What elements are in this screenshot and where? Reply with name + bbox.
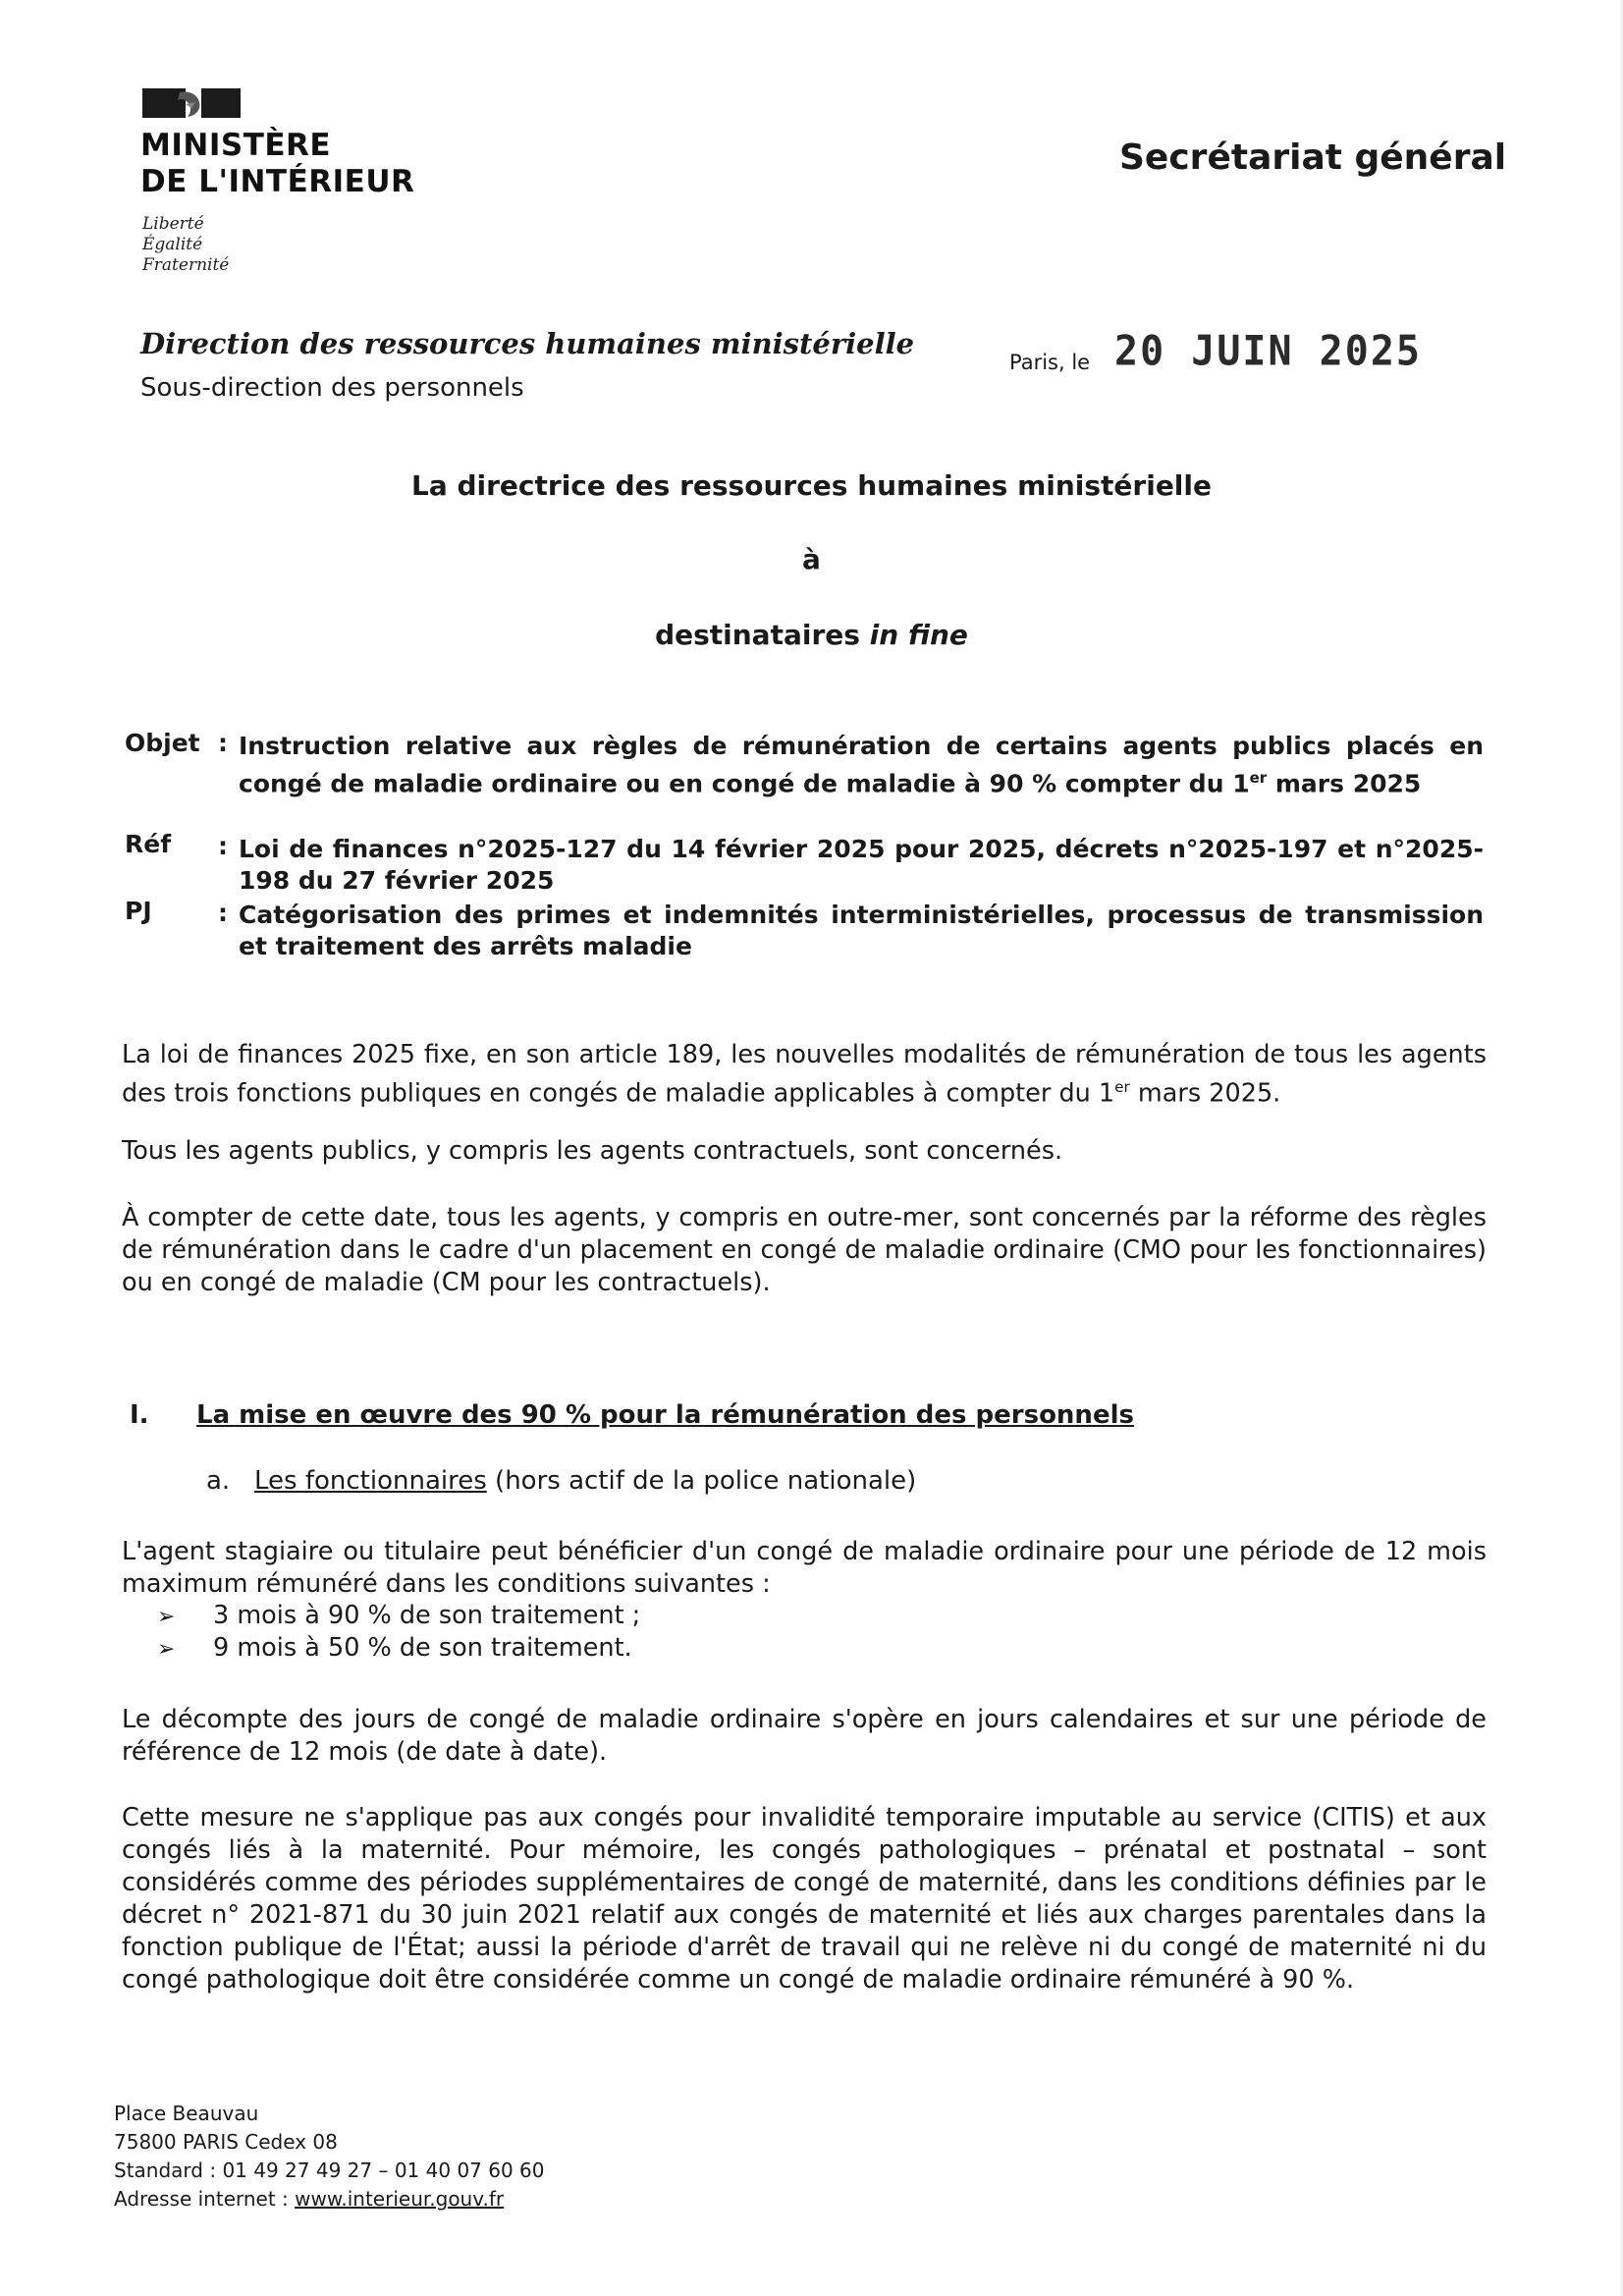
footer-line-2: 75800 PARIS Cedex 08: [114, 2130, 338, 2154]
section-number: I.: [130, 1400, 149, 1430]
motto-egalite: Égalité: [142, 235, 203, 254]
bullet-item: [157, 1601, 640, 1630]
recipients-line: [0, 619, 1623, 651]
pj-text: Catégorisation des primes et indemnités interministérielles, processus de transmission et traitement des arrêts maladie: [239, 901, 1484, 960]
p1-main: La loi de finances 2025 fixe, en son article 189, les nouvelles modalités de rémunération de tous les agents des trois fonctions publiques en congés de maladie applicables à compter du 1: [122, 1040, 1487, 1109]
p1-sup: er: [1114, 1078, 1130, 1096]
paragraph-scope: À compter de cette date, tous les agents, y compris en outre-mer, sont concernés par la réforme des règles de rémunération dans le cadre d'un placement en congé de maladie ordinaire (CMO pour les fonctionnaires) ou en congé de maladie (CM pour les contractuels).: [122, 1203, 1487, 1297]
paragraph-intro: [122, 1039, 1487, 1111]
ministry-name: [140, 128, 414, 200]
ref-colon: :: [218, 832, 228, 860]
ministry-line-1: MINISTÈRE: [140, 128, 332, 163]
footer-line-3: Standard : 01 49 27 49 27 – 01 40 07 60 60: [114, 2159, 545, 2182]
footer-web-label: Adresse internet :: [114, 2187, 296, 2211]
footer-address: [114, 2100, 545, 2214]
paragraph-decompte: Le décompte des jours de congé de maladie ordinaire s'opère en jours calendaires et sur une période de référence de 12 mois (de date à date).: [122, 1705, 1487, 1767]
paragraph-agents: Tous les agents publics, y compris les agents contractuels, sont concernés.: [122, 1136, 1063, 1166]
bullet-text: 3 mois à 90 % de son traitement ;: [213, 1601, 641, 1630]
recipients-prefix: destinataires: [655, 619, 870, 651]
paragraph-exclusions: Cette mesure ne s'applique pas aux congés pour invalidité temporaire imputable au service (CITIS) et aux congés liés à la maternité. Pour mémoire, les congés pathologiques – prénatal et postnatal – sont considérés comme des périodes supplémentaires de congé de maternité, dans les conditions définies par le décret n° 2021-871 du 30 juin 2021 relatif aux congés de maternité et liés aux charges parentales dans la fonction publique de l'État; aussi la période d'arrêt de travail qui ne relève ni du congé de maternité ni du congé pathologique doit être considérée comme un congé de maladie ordinaire rémunéré à 90 %.: [122, 1803, 1487, 1995]
republic-motto: [142, 214, 229, 276]
direction-name: Direction des ressources humaines ministérielle: [140, 327, 915, 360]
p1-end: mars 2025.: [1129, 1078, 1281, 1109]
subsection-title-underlined: Les fonctionnaires: [254, 1466, 487, 1496]
sender-line: La directrice des ressources humaines ministérielle: [410, 469, 1212, 502]
footer-line-1: Place Beauvau: [114, 2102, 259, 2125]
ministry-line-2: DE L'INTÉRIEUR: [140, 164, 415, 199]
ref-label: Réf: [125, 830, 172, 858]
footer-line-4: [114, 2185, 545, 2214]
objet-label: Objet: [125, 729, 200, 757]
website-link[interactable]: www.interieur.gouv.fr: [295, 2187, 505, 2211]
motto-liberte: Liberté: [142, 214, 204, 234]
objet-sup: er: [1249, 769, 1268, 787]
pj-label: PJ: [125, 897, 152, 925]
subsection-title-rest: (hors actif de la police nationale): [486, 1466, 917, 1496]
scan-edge: [1619, 0, 1623, 2296]
objet-text: [239, 731, 1484, 799]
objet-text-end: mars 2025: [1267, 769, 1422, 798]
objet-text-main: Instruction relative aux règles de rémunération de certains agents publics placés en congé de maladie ordinaire ou en congé de maladie à 90 % compter du 1: [239, 732, 1484, 798]
ref-text: Loi de finances n°2025-127 du 14 février 2025 pour 2025, décrets n°2025-197 et n°2025-198 du 27 février 2025: [239, 835, 1484, 895]
a-line: à: [802, 543, 821, 575]
arrow-bullet-icon: ➢: [157, 1605, 176, 1629]
place-label: Paris, le: [1009, 351, 1091, 374]
motto-fraternite: Fraternité: [142, 255, 230, 275]
subdirection-name: Sous-direction des personnels: [140, 373, 524, 403]
pj-colon: :: [218, 899, 228, 927]
arrow-bullet-icon: ➢: [157, 1637, 176, 1662]
bullet-text: 9 mois à 50 % de son traitement.: [213, 1633, 632, 1663]
subsection-title: [206, 1466, 916, 1496]
paragraph-conditions: L'agent stagiaire ou titulaire peut bénéficier d'un congé de maladie ordinaire pour une période de 12 mois maximum rémunéré dans les conditions suivantes :: [122, 1537, 1487, 1599]
objet-colon: :: [218, 729, 228, 757]
secretariat-title: Secrétariat général: [1119, 137, 1507, 178]
bullet-item: [157, 1633, 632, 1663]
recipients-infine: in fine: [869, 619, 968, 651]
marianne-logo: [142, 86, 241, 120]
section-title: La mise en œuvre des 90 % pour la rémunération des personnels: [196, 1400, 1134, 1430]
date-stamp: 20 JUIN 2025: [1114, 327, 1422, 376]
subsection-letter: a.: [206, 1466, 231, 1496]
